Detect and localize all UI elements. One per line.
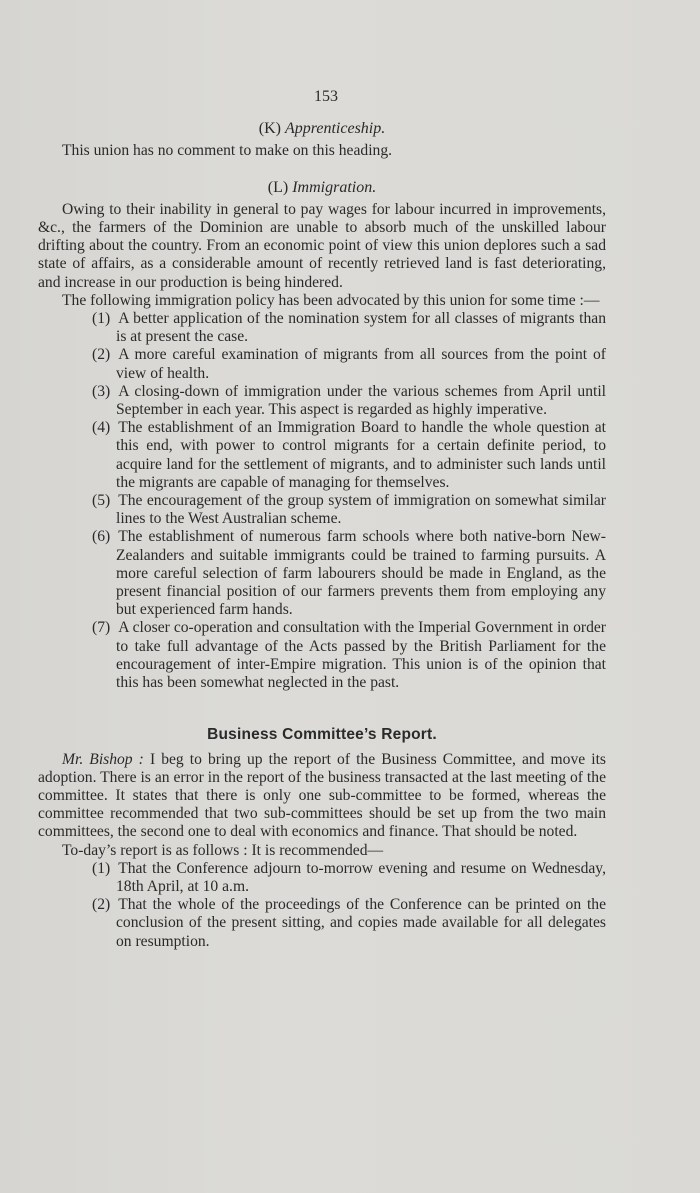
list-item: (5) The encouragement of the group system of immigration on somewhat similar lines to the West Australian scheme. xyxy=(92,492,606,528)
speaker-name: Mr. Bishop : xyxy=(62,750,144,768)
list-item: (1) A better application of the nomination system for all classes of migrants than is at present the case. xyxy=(92,310,606,346)
immigration-policy-list xyxy=(38,310,606,692)
list-item: (3) A closing-down of immigration under the various schemes from April until September in each year. This aspect is regarded as highly imperative. xyxy=(92,382,606,419)
section-k-title: Apprenticeship. xyxy=(284,120,386,138)
list-item: (6) The establishment of numerous farm schools where both native-born New-Zealanders and suitable immigrants could be trained to farming pursuits. A more careful selection of farm labourers should be made in England, as the present financial position of our farmers prevents them from employing any but experienced farm hands. xyxy=(92,528,606,619)
section-l-paragraph-2: The following immigration policy has been advocated by this union for some time :— xyxy=(62,291,600,309)
business-paragraph-2: To-day’s report is as follows : It is recommended— xyxy=(62,841,384,859)
section-l-paragraph-1: Owing to their inability in general to pay wages for labour incurred in improvements, &c., the farmers of the Dominion are unable to absorb much of the unskilled labour drifting about the country. From an economic point of view this union deplores such a sad state of affairs, as a considerable amount of recently retrieved land is fast deteriorating, and increase in our production is being hindered. xyxy=(38,200,606,291)
section-l-heading xyxy=(38,179,606,197)
list-item: (1) That the Conference adjourn to-morrow evening and resume on Wednesday, 18th April, at 10 a.m. xyxy=(92,859,606,895)
section-k-marker: (K) xyxy=(258,120,281,138)
list-item: (7) A closer co-operation and consultation with the Imperial Government in order to take full advantage of the Acts passed by the British Parliament for the encouragement of inter-Empire migration. This union is of the opinion that this has been somewhat neglected in the past. xyxy=(92,619,606,692)
business-recommendation-list xyxy=(38,860,606,951)
page-number: 153 xyxy=(314,88,338,105)
page-content xyxy=(38,88,606,951)
list-item: (4) The establishment of an Immigration Board to handle the whole question at this end, with power to control migrants for a certain definite period, to acquire land for the settlement of migrants, and to administer such lands until the migrants are capable of managing for themselves. xyxy=(92,419,606,491)
section-k-heading xyxy=(38,120,606,138)
list-item: (2) A more careful examination of migrants from all sources from the point of view of health. xyxy=(92,346,606,382)
business-committee-heading: Business Committee’s Report. xyxy=(207,726,437,744)
section-k-body: This union has no comment to make on this heading. xyxy=(62,142,393,160)
list-item: (2) That the whole of the proceedings of the Conference can be printed on the conclusion of the present sitting, and copies made available for all delegates on resumption. xyxy=(92,896,606,950)
section-l-title: Immigration. xyxy=(292,178,377,196)
business-paragraph-1: Mr. Bishop : I beg to bring up the report of the Business Committee, and move its adoption. There is an error in the report of the business transacted at the last meeting of the committee. It states that there is only one sub-committee to be formed, whereas the committee recommended that two sub-committees should be set up from the two main committees, the second one to deal with economics and finance. That should be noted. xyxy=(38,750,606,841)
section-l-marker: (L) xyxy=(267,178,289,196)
